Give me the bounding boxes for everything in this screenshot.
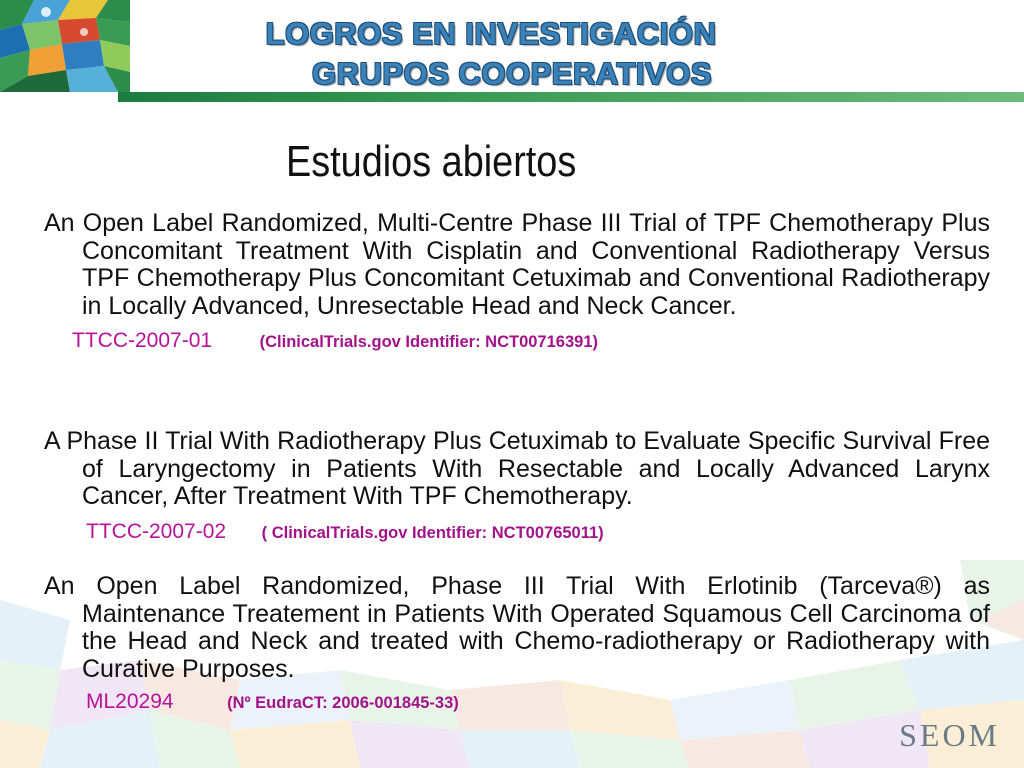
study-description: A Phase II Trial With Radiotherapy Plus Cetuximab to Evaluate Specific Survival Free of Laryngectomy in Patients With Resectable and Locally Advanced Larynx Cancer, After Treatment With TPF Chemotherapy. — [44, 427, 990, 510]
study-code: TTCC-2007-02 — [86, 519, 227, 543]
study-reference — [44, 328, 990, 355]
study-identifier: (ClinicalTrials.gov Identifier: NCT00716391) — [259, 333, 598, 351]
study-identifier: (Nº EudraCT: 2006-001845-33) — [227, 694, 459, 712]
study-code: ML20294 — [86, 690, 174, 713]
study-description: An Open Label Randomized, Phase III Trial With Erlotinib (Tarceva®) as Maintenance Treatement in Patients With Operated Squamous Cell Carcinoma of the Head and Neck and treated with Chemo-radiotherapy or Radiotherapy with Curative Purposes. — [44, 572, 990, 683]
header-title-line1: LOGROS EN INVESTIGACIÓN — [265, 16, 717, 51]
seom-logo: SEOM — [899, 717, 1000, 753]
header-title-line2: GRUPOS COOPERATIVOS — [312, 56, 712, 91]
study-description: An Open Label Randomized, Multi-Centre Phase III Trial of TPF Chemotherapy Plus Concomitant Treatment With Cisplatin and Conventional Radiotherapy Versus TPF Chemotherapy Plus Concomitant Cetuximab and Conventional Radiotherapy in Locally Advanced, Unresectable Head and Neck Cancer. — [44, 209, 990, 320]
study-item — [44, 428, 990, 546]
section-title: Estudios abiertos — [286, 137, 577, 186]
study-item — [44, 573, 990, 716]
study-reference — [44, 519, 990, 546]
study-reference — [44, 689, 990, 716]
study-code: TTCC-2007-01 — [72, 329, 213, 352]
study-identifier: ( ClinicalTrials.gov Identifier: NCT00765011) — [261, 523, 604, 542]
header-title — [0, 14, 1024, 94]
study-item — [44, 210, 990, 355]
